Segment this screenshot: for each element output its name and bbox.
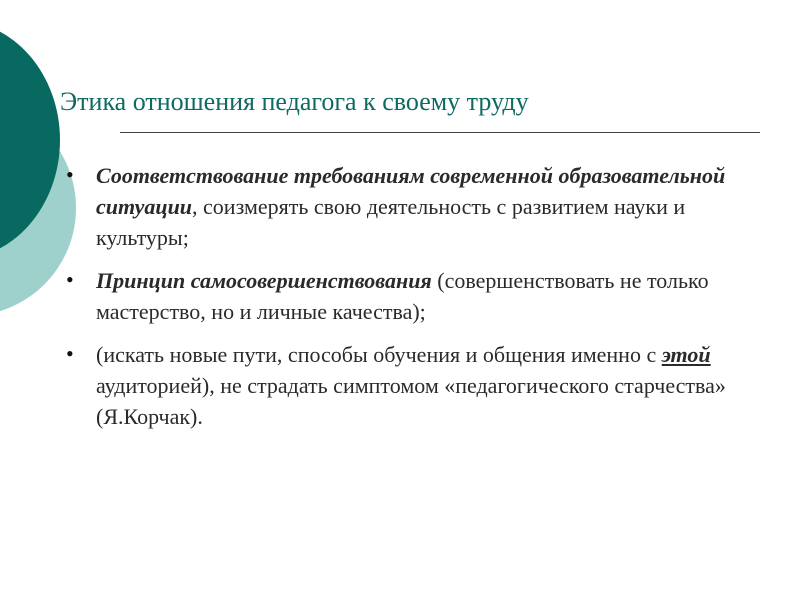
title-divider xyxy=(120,132,760,133)
bullet-3-text-before: (искать новые пути, способы обучения и общения именно с xyxy=(96,342,662,367)
bullet-list xyxy=(60,160,765,444)
bullet-icon: • xyxy=(66,162,74,187)
bullet-item-1 xyxy=(60,160,765,253)
bullet-item-3 xyxy=(60,339,765,432)
bullet-item-2 xyxy=(60,265,765,327)
slide-title: Этика отношения педагога к своему труду xyxy=(60,87,529,116)
bullet-2-text: (совершенствовать не только мастерство, но и личные качества); xyxy=(96,268,709,324)
bullet-3-emphasis: этой xyxy=(661,342,711,367)
bullet-icon: • xyxy=(66,267,74,292)
bullet-icon: • xyxy=(66,341,74,366)
bullet-1-text: , соизмерять свою деятельность с развитием науки и культуры; xyxy=(96,194,686,250)
bullet-1-emphasis: Соответствование требованиям современной образовательной ситуации xyxy=(96,163,726,219)
bullet-2-emphasis: Принцип самосовершенствования xyxy=(96,268,432,293)
bullet-3-text-after: аудиторией), не страдать симптомом «педагогического старчества» (Я.Корчак). xyxy=(96,373,726,429)
